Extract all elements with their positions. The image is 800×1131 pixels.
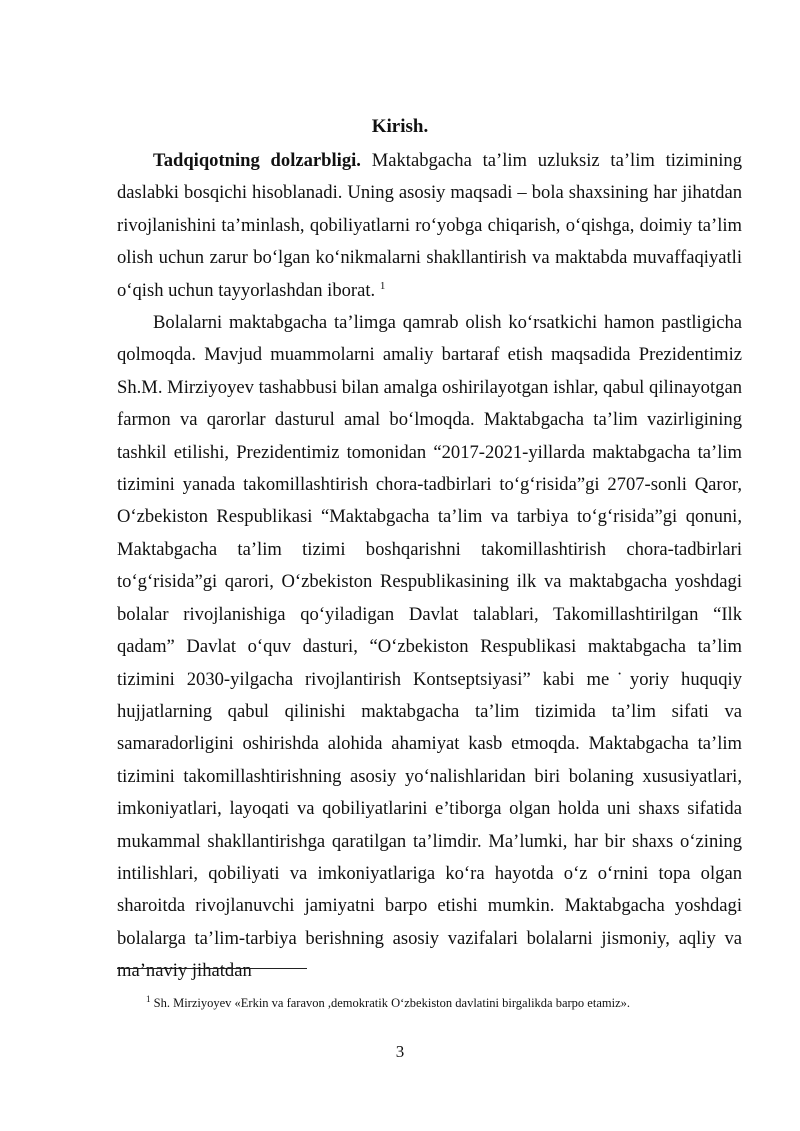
page-number: 3 (395, 1042, 405, 1061)
paragraph-text: Maktabgacha ta’lim uzluksiz ta’lim tizimining daslabki bosqichi hisoblanadi. Uning asosiy maqsadi – bola shaxsining har jihatdan rivojlanishini ta’minlash, qobiliyatlarni ro‘yobga chiqarish, o‘qishga, doimiy ta’lim olish uchun zarur bo‘lgan ko‘nikmalarni shakllantirish va maktabda muvaffaqiyatli o‘qish uchun tayyorlashdan iborat. (117, 150, 742, 301)
footnote-text: Sh. Mirziyoyev «Erkin va faravon ,demokratik O‘zbekiston davlatini birgalikda barpo etamiz». (150, 996, 630, 1010)
paragraph-coverage (117, 307, 742, 988)
paragraph-text: Bolalarni maktabgacha ta’limga qamrab olish ko‘rsatkichi hamon pastligicha qolmoqda. Mavjud muammolarni amaliy bartaraf etish maqsadida Prezidentimiz Sh.M. Mirziyoyev tashabbusi bilan amalga oshirilayotgan ishlar, qabul qilinayotgan farmon va qarorlar dasturul amal bo‘lmoqda. Maktabgacha ta’lim vazirligining tashkil etilishi, Prezidentimiz tomonidan “2017-2021-yillarda maktabgacha ta’lim tizimini yanada takomillashtirish chora-tadbirlari to‘g‘risida”gi 2707-sonli Qaror, O‘zbekiston Respublikasi “Maktabgacha ta’lim va tarbiya to‘g‘risida”gi qonuni, Maktabgacha ta’lim tizimi boshqarishni takomillashtirish chora-tadbirlari to‘g‘risida”gi qarori, O‘zbekiston Respublikasining ilk va maktabgacha yoshdagi bolalar rivojlanishiga qo‘yiladigan Davlat talablari, Takomillashtirilgan “Ilk qadam” Davlat o‘quv dasturi, “O‘zbekiston Respublikasi maktabgacha ta’lim tizimini 2030-yilgacha rivojlantirish Kontseptsiyasi” kabi me˙yoriy huquqiy hujjatlarning qabul qilinishi maktabgacha ta’lim tizimida ta’lim sifati va samaradorligini oshirishda alohida ahamiyat kasb etmoqda. Maktabgacha ta’lim tizimini takomillashtirishning asosiy yo‘nalishlaridan biri bolaning xususiyatlari, imkoniyatlari, layoqati va qobiliyatlarini e’tiborga olgan holda uni shaxs sifatida mukammal shakllantirishga qaratilgan ta’limdir. Ma’lumki, har bir shaxs o‘zining intilishlari, qobiliyati va imkoniyatlariga ko‘ra hayotda o‘z o‘rnini topa olgan sharoitda rivojlanuvchi jamiyatni barpo etishi mumkin. Maktabgacha yoshdagi bolalarga ta’lim-tarbiya berishning asosiy vazifalari bolalarni jismoniy, aqliy va ma’naviy jihatdan (117, 312, 742, 982)
section-heading: Kirish. (371, 116, 429, 137)
footnote-separator (117, 968, 307, 969)
footnote-reference[interactable]: 1 (379, 279, 386, 292)
footnote (146, 995, 746, 1011)
paragraph-relevance (117, 145, 742, 307)
body-text (117, 145, 742, 988)
paragraph-runin-heading: Tadqiqotning dolzarbligi. (153, 150, 361, 171)
footnote-marker: 1 (146, 994, 151, 1004)
